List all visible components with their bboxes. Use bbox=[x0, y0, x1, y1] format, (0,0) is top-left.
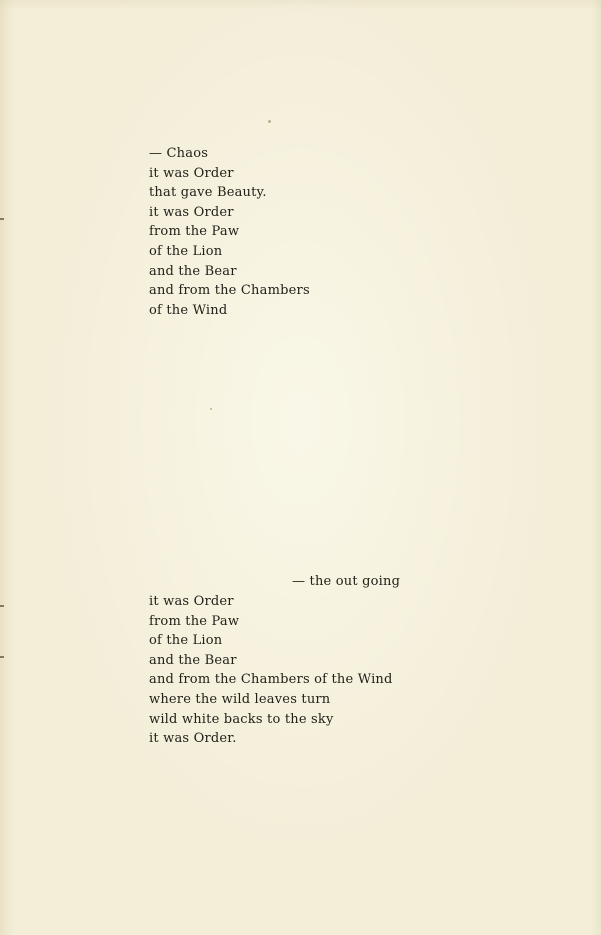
poem-line: it was Order bbox=[149, 594, 234, 609]
show-through-texture bbox=[250, 340, 410, 500]
poem-stanza-two bbox=[149, 592, 393, 749]
poem-line: it was Order bbox=[149, 204, 234, 220]
poem-line: it was Order bbox=[149, 165, 234, 181]
poem-line: from the Paw bbox=[149, 224, 240, 240]
poem-line: and from the Chambers bbox=[149, 283, 310, 299]
paper-speck bbox=[210, 408, 212, 410]
poem-line: wild white backs to the sky bbox=[149, 711, 334, 727]
edge-mark bbox=[0, 656, 4, 658]
poem-line: of the Lion bbox=[149, 243, 223, 259]
edge-mark bbox=[0, 605, 4, 607]
poem-stanza-one bbox=[149, 144, 310, 320]
poem-line: and the Bear bbox=[149, 263, 237, 279]
edge-mark bbox=[0, 218, 4, 220]
paper-speck bbox=[268, 120, 271, 123]
poem-line: from the Paw bbox=[149, 613, 240, 629]
poem-line: it was Order. bbox=[149, 731, 237, 747]
poem-line: and the Bear bbox=[149, 652, 237, 668]
poem-line: that gave Beauty. bbox=[149, 185, 267, 201]
poem-line: of the Lion bbox=[149, 633, 223, 649]
poem-line: where the wild leaves turn bbox=[149, 691, 331, 707]
poem-stanza-two-lead: — the out going bbox=[292, 574, 401, 589]
poem-line: — Chaos bbox=[149, 146, 209, 161]
poem-line: of the Wind bbox=[149, 302, 228, 318]
poem-line: and from the Chambers of the Wind bbox=[149, 672, 393, 688]
